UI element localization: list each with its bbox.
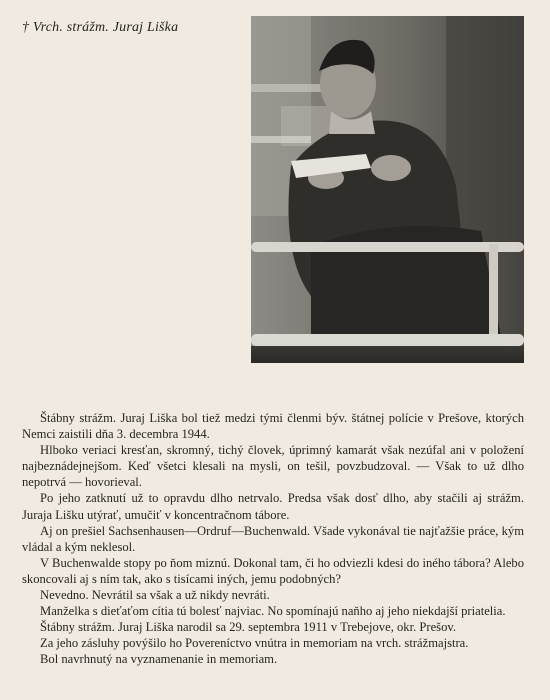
paragraph: Aj on prešiel Sachsenhausen—Ordruf—Buchenwald. Všade vykonával tie najťažšie práce, kým vládal a kým neklesol. — [22, 523, 524, 554]
paragraph: Nevedno. Nevrátil sa však a už nikdy nevráti. — [40, 588, 270, 603]
paragraph: Štábny strážm. Juraj Liška narodil sa 29. septembra 1911 v Trebejove, okr. Prešov. — [40, 620, 456, 635]
caption: † Vrch. strážm. Juraj Liška — [22, 20, 179, 35]
article-body — [22, 410, 524, 668]
paragraph: Štábny strážm. Juraj Liška bol tiež medzi tými členmi býv. štátnej polície v Prešove, ktorých Nemci zaistili dňa 3. decembra 1944. — [22, 411, 524, 442]
paragraph: Manželka s dieťaťom cítia tú bolesť najviac. No spomínajú naňho aj jeho niekdajší priatelia. — [40, 604, 506, 619]
paragraph: Za jeho zásluhy povýšilo ho Povereníctvo vnútra in memoriam na vrch. strážmajstra. — [40, 636, 469, 651]
paragraph: V Buchenwalde stopy po ňom miznú. Dokonal tam, či ho odviezli kdesi do iného tábora? Alebo skoncovali aj s ním tak, ako s tisícami iných, jemu podobných? — [22, 555, 524, 586]
paragraph: Hlboko veriaci kresťan, skromný, tichý človek, úprimný kamarát však nezúfal ani v položení najbeznádejnejšom. Keď všetci klesali na mysli, on tešil, povzbudzoval. — Však to už dlho nepotrvá — hovorieval. — [22, 443, 524, 490]
paragraph: Po jeho zatknutí už to opravdu dlho netrvalo. Predsa však dosť dlho, aby stačili aj strážm. Juraja Lišku utýrať, umučiť v koncentračnom tábore. — [22, 491, 524, 522]
paragraph: Bol navrhnutý na vyznamenanie in memoriam. — [40, 652, 278, 667]
portrait-photo — [251, 16, 524, 363]
